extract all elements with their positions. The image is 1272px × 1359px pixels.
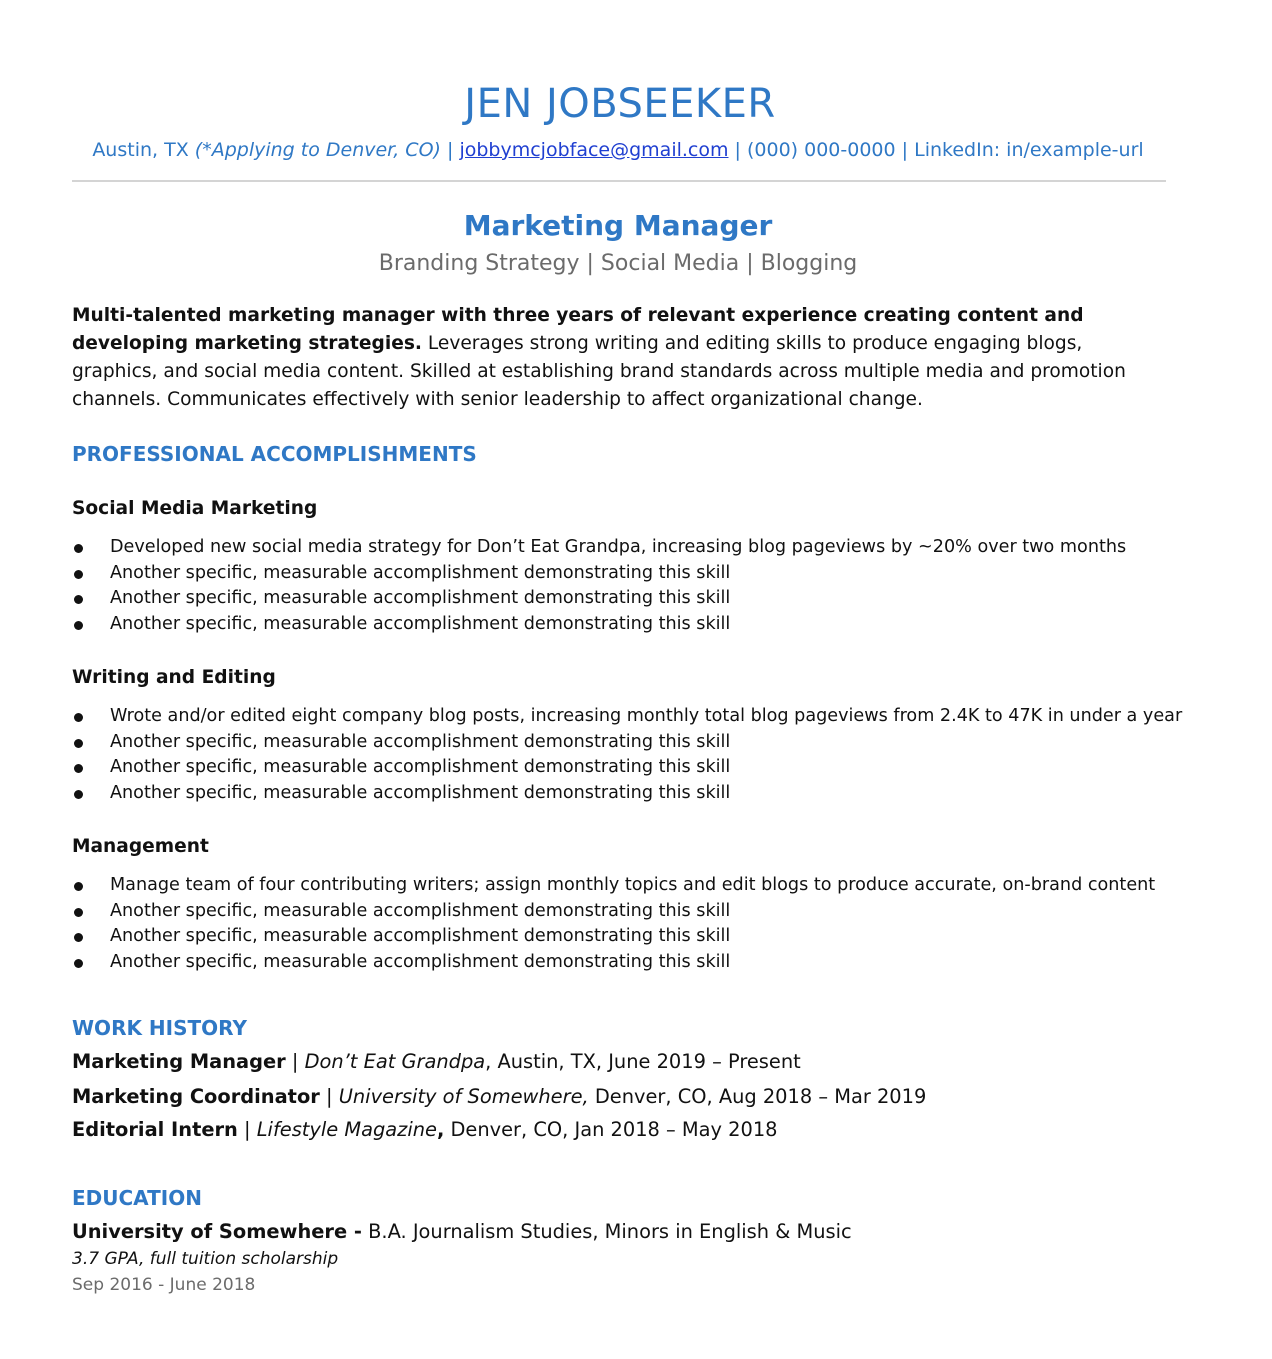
list-item-text: Another specific, measurable accomplishment demonstrating this skill <box>110 614 731 635</box>
contact-line <box>0 137 1236 163</box>
summary-intro: Multi-talented marketing manager with three years of relevant experience creating content and developing marketing strategies. <box>72 305 1084 354</box>
bullet-icon <box>74 933 83 942</box>
work-details: Denver, CO, Jan 2018 – May 2018 <box>444 1118 778 1141</box>
list-item-text: Another specific, measurable accomplishment demonstrating this skill <box>110 588 731 609</box>
bullet-icon <box>74 713 83 722</box>
bullet-icon <box>74 739 83 748</box>
headline-title: Marketing Manager <box>463 209 773 242</box>
separator: | <box>901 139 909 161</box>
work-role: Marketing Manager <box>72 1050 286 1073</box>
section-heading-education: EDUCATION <box>72 1186 202 1210</box>
bullet-icon <box>74 882 83 891</box>
bullet-icon <box>74 959 83 968</box>
list-item-text: Manage team of four contributing writers; assign monthly topics and edit blogs to produce accurate, on-brand content <box>110 875 1156 895</box>
email-link[interactable]: jobbymcjobface@gmail.com <box>459 139 729 161</box>
list-item-text: Developed new social media strategy for Don’t Eat Grandpa, increasing blog pageviews by ~20% over two months <box>110 537 1127 557</box>
section-heading-accomplishments: PROFESSIONAL ACCOMPLISHMENTS <box>72 442 477 466</box>
education-degree: B.A. Journalism Studies, Minors in English & Music <box>361 1220 852 1243</box>
work-employer: Lifestyle Magazine <box>256 1118 437 1141</box>
separator: | <box>447 139 454 161</box>
location: Austin, TX <box>92 139 189 161</box>
list-item-text: Another specific, measurable accomplishment demonstrating this skill <box>110 926 731 947</box>
section-heading-work-history: WORK HISTORY <box>72 1016 247 1040</box>
work-entry <box>72 1048 801 1076</box>
list-item-text: Another specific, measurable accomplishment demonstrating this skill <box>110 757 731 778</box>
list-item <box>72 873 1155 899</box>
work-employer: University of Somewhere, <box>338 1085 589 1108</box>
linkedin: LinkedIn: in/example-url <box>914 139 1144 161</box>
header-divider <box>72 180 1166 182</box>
list-item <box>72 924 1155 950</box>
work-entry <box>72 1116 778 1144</box>
separator: | <box>734 139 741 161</box>
work-employer: Don’t Eat Grandpa <box>304 1050 486 1073</box>
list-item-text: Another specific, measurable accomplishment demonstrating this skill <box>110 731 731 752</box>
work-role: Editorial Intern <box>72 1118 238 1141</box>
bullet-icon <box>74 595 83 604</box>
work-details: , Austin, TX, June 2019 – Present <box>485 1050 801 1073</box>
headline-tagline: Branding Strategy | Social Media | Blogging <box>378 251 858 276</box>
list-item <box>72 535 1126 561</box>
bullet-list-social-media <box>72 535 1126 638</box>
bullet-icon <box>74 544 83 553</box>
bullet-icon <box>74 908 83 917</box>
list-item <box>72 586 1126 612</box>
work-details: Denver, CO, Aug 2018 – Mar 2019 <box>588 1085 927 1108</box>
education-dates: Sep 2016 - June 2018 <box>72 1275 256 1295</box>
list-item-text: Another specific, measurable accomplishment demonstrating this skill <box>110 900 731 921</box>
work-separator: | <box>237 1118 257 1141</box>
list-item-text: Wrote and/or edited eight company blog posts, increasing monthly total blog pageviews from 2.4K to 47K in under a year <box>110 706 1183 726</box>
list-item <box>72 899 1155 925</box>
work-comma: , <box>436 1118 445 1141</box>
bullet-icon <box>74 764 83 773</box>
bullet-list-writing-editing <box>72 704 1182 807</box>
education-entry <box>72 1218 852 1246</box>
list-item <box>72 704 1182 730</box>
work-role: Marketing Coordinator <box>72 1085 320 1108</box>
bullet-icon <box>74 570 83 579</box>
bullet-icon <box>74 790 83 799</box>
subheading-management: Management <box>72 836 209 857</box>
list-item <box>72 612 1126 638</box>
list-item-text: Another specific, measurable accomplishment demonstrating this skill <box>110 783 731 804</box>
list-item <box>72 730 1182 756</box>
bullet-icon <box>74 621 83 630</box>
list-item <box>72 950 1155 976</box>
phone: (000) 000-0000 <box>747 139 896 161</box>
relocation-note: (*Applying to Denver, CO) <box>194 139 441 161</box>
education-gpa: 3.7 GPA, full tuition scholarship <box>72 1249 339 1269</box>
list-item <box>72 781 1182 807</box>
list-item <box>72 561 1126 587</box>
candidate-name: JEN JOBSEEKER <box>464 81 776 127</box>
summary-paragraph <box>72 302 1172 414</box>
list-item-text: Another specific, measurable accomplishment demonstrating this skill <box>110 562 731 583</box>
bullet-list-management <box>72 873 1155 976</box>
subheading-writing-editing: Writing and Editing <box>72 667 276 688</box>
summary-body: Leverages strong writing and editing skills to produce engaging blogs, graphics, and social media content. Skilled at establishing brand standards across multiple media and promotion channels. Communicates effectively with senior leadership to affect organizational change. <box>72 333 1126 410</box>
work-separator: | <box>319 1085 339 1108</box>
work-separator: | <box>285 1050 305 1073</box>
list-item-text: Another specific, measurable accomplishment demonstrating this skill <box>110 952 731 973</box>
subheading-social-media: Social Media Marketing <box>72 498 318 519</box>
education-school: University of Somewhere - <box>72 1220 362 1243</box>
work-entry <box>72 1083 926 1111</box>
list-item <box>72 755 1182 781</box>
